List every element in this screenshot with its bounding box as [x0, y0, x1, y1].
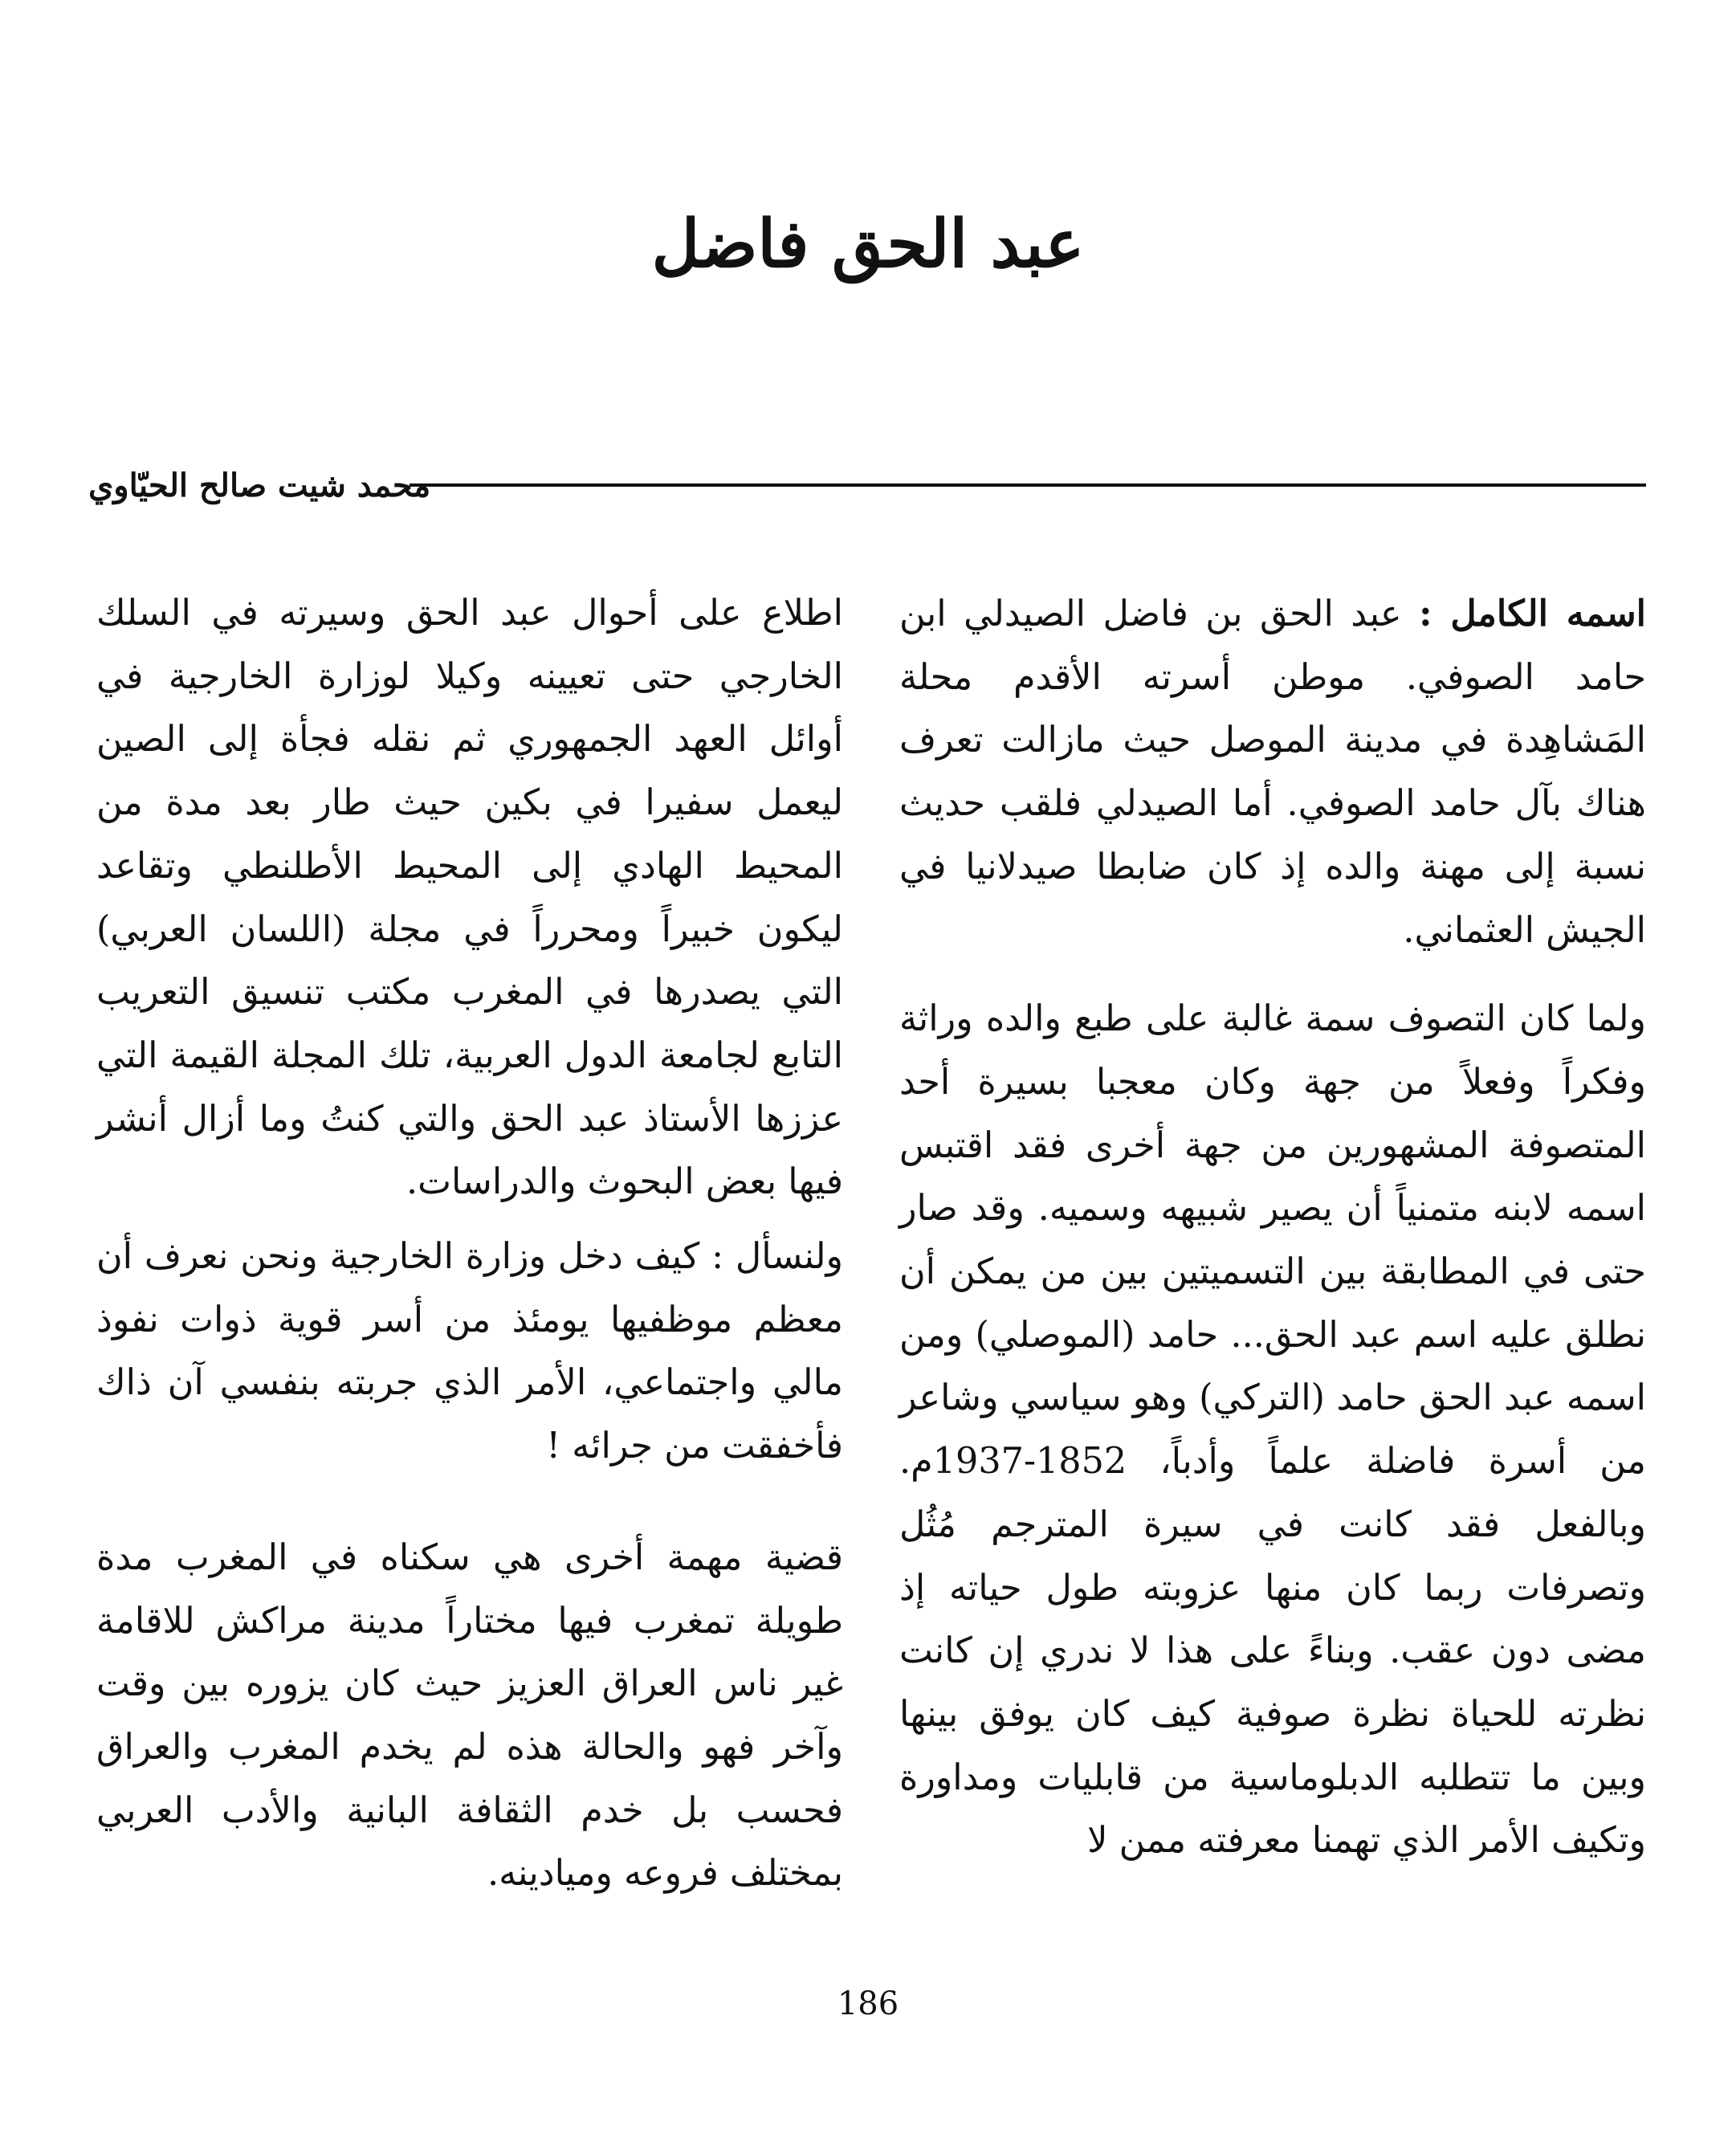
left-column: [96, 582, 843, 1906]
paragraph-career: اطلاع على أحوال عبد الحق وسيرته في السلك الخارجي حتى تعيينه وكيلا لوزارة الخارجية في أوائل العهد الجمهوري ثم نقله فجأة إلى الصين ليعمل سفيرا في بكين حيث طار بعد مدة من المحيط الهادي إلى المحيط الأطلنطي وتقاعد ليكون خبيراً ومحرراً في مجلة (اللسان العربي) التي يصدرها في المغرب مكتب تنسيق التعريب التابع لجامعة الدول العربية، تلك المجلة القيمة التي عززها الأستاذ عبد الحق والتي كنتُ وما أزال أنشر فيها بعض البحوث والدراسات.: [96, 593, 843, 1203]
paragraph-lead: اسمه الكامل :: [1419, 593, 1646, 634]
paragraph-text: عبد الحق بن فاضل الصيدلي ابن حامد الصوفي. موطن أسرته الأقدم محلة المَشاهِدة في مدينة الموصل حيث مازالت تعرف هناك بآل حامد الصوفي. أما الصيدلي فلقب حديث نسبة إلى مهنة والده إذ كان ضابطا صيدلانيا في الجيش العثماني.: [899, 594, 1646, 951]
author-name: محمد شيت صالح الحيّاوي: [88, 467, 431, 504]
page-number: 186: [837, 1985, 899, 2022]
paragraph-full-name: [899, 582, 1646, 962]
paragraph-question: ولنسأل : كيف دخل وزارة الخارجية ونحن نعرف أن معظم موظفيها يومئذ من أسر قوية ذوات نفوذ مالي واجتماعي، الأمر الذي جربته بنفسي آن ذاك فأخفقت من جرائه !: [96, 1236, 843, 1467]
article-title: عبد الحق فاضل: [651, 205, 1085, 283]
horizontal-rule: [410, 483, 1646, 487]
byline-row: [88, 454, 1646, 518]
paragraph-morocco: قضية مهمة أخرى هي سكناه في المغرب مدة طويلة تمغرب فيها مختاراً مدينة مراكش للاقامة غير ناس العراق العزيز حيث كان يزوره بين وقت وآخر فهو والحالة هذه لم يخدم المغرب والعراق فحسب بل خدم الثقافة البانية والأدب العربي بمختلف فروعه وميادينه.: [96, 1536, 843, 1895]
paragraph-sufism: ولما كان التصوف سمة غالبة على طبع والده وراثة وفكراً وفعلاً من جهة وكان معجبا بسيرة أحد المتصوفة المشهورين من جهة أخرى فقد اقتبس اسمه لابنه متمنياً أن يصير شبيهه وسميه. وقد صار حتى في المطابقة بين التسميتين بين من يمكن أن نطلق عليه اسم عبد الحق... حامد (الموصلي) ومن اسمه عبد الحق حامد (التركي) وهو سياسي وشاعر من أسرة فاضلة علماً وأدباً، 1852-1937م. وبالفعل فقد كانت في سيرة المترجم مُثُل وتصرفات ربما كان منها عزوبته طول حياته إذ مضى دون عقب. وبناءً على هذا لا ندري إن كانت نظرته للحياة نظرة صوفية كيف كان يوفق بينها وبين ما تتطلبه الدبلوماسية من قابليات ومداورة وتكيف الأمر الذي تهمنا معرفته ممن لا: [899, 998, 1646, 1862]
right-column: [899, 582, 1646, 1873]
